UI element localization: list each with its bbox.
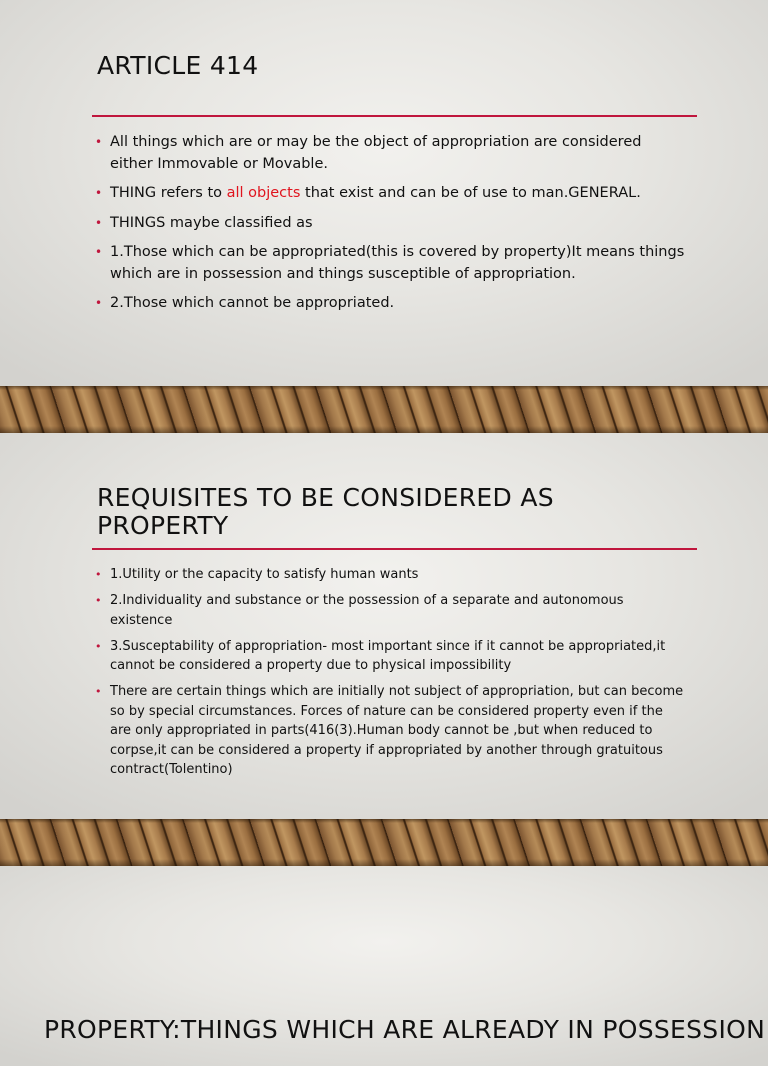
title-divider [92, 548, 697, 550]
list-item [95, 242, 685, 285]
bullet-text: 2.Those which cannot be appropriated. [110, 295, 395, 311]
bullet-text-pre: THING refers to [110, 185, 227, 201]
list-item [95, 132, 685, 175]
bullet-text: 1.Those which can be appropriated(this is covered by property)It means things which are in possession and things susceptible of appropriation. [110, 244, 685, 282]
slide-property-things [0, 866, 768, 1066]
bullet-list [95, 565, 685, 786]
bullet-text: THINGS maybe classified as [110, 214, 313, 231]
highlighted-text: all objects [226, 185, 301, 201]
bullet-text: There are certain things which are initially not subject of appropriation, but can become so by special circumstances. Forces of nature can be considered property even if the are only appropriated in parts(416(3).Human body cannot be ,but when reduced to corpse,it can be considered a property if appropriated by another through gratuitous contract(Tolentino) [110, 684, 684, 777]
slide-title: REQUISITES TO BE CONSIDERED AS PROPERTY [97, 483, 554, 540]
bullet-text: 3.Susceptability of appropriation- most important since if it cannot be appropriated,it cannot be considered a property due to physical impossibility [110, 638, 666, 673]
bullet-icon: • [95, 594, 102, 607]
list-item [95, 682, 685, 780]
list-item [95, 183, 685, 205]
list-item [95, 591, 685, 630]
list-item [95, 293, 685, 315]
bullet-text-post: that exist and can be of use to man.GENERAL. [300, 185, 641, 201]
wood-floor-divider [0, 386, 768, 433]
list-item [95, 213, 685, 235]
bullet-icon: • [95, 186, 103, 200]
bullet-text: 1.Utility or the capacity to satisfy human wants [110, 567, 419, 582]
slide-title: PROPERTY:THINGS WHICH ARE ALREADY IN POSSESSION [44, 1015, 766, 1044]
list-item [95, 565, 685, 585]
bullet-icon: • [95, 296, 103, 310]
bullet-text: 2.Individuality and substance or the possession of a separate and autonomous existence [110, 593, 624, 628]
bullet-icon: • [95, 135, 103, 149]
bullet-icon: • [95, 568, 102, 581]
slide-requisites [0, 433, 768, 819]
bullet-text: All things which are or may be the object of appropriation are considered either Immovable or Movable. [110, 134, 642, 172]
slide-title: ARTICLE 414 [97, 51, 259, 80]
bullet-icon: • [95, 245, 103, 259]
wood-floor-divider [0, 819, 768, 866]
bullet-icon: • [95, 215, 103, 230]
bullet-icon: • [95, 685, 102, 698]
bullet-list [95, 132, 685, 323]
bullet-icon: • [95, 639, 102, 653]
slide-article-414 [0, 0, 768, 386]
list-item [95, 637, 685, 676]
title-divider [92, 115, 697, 117]
